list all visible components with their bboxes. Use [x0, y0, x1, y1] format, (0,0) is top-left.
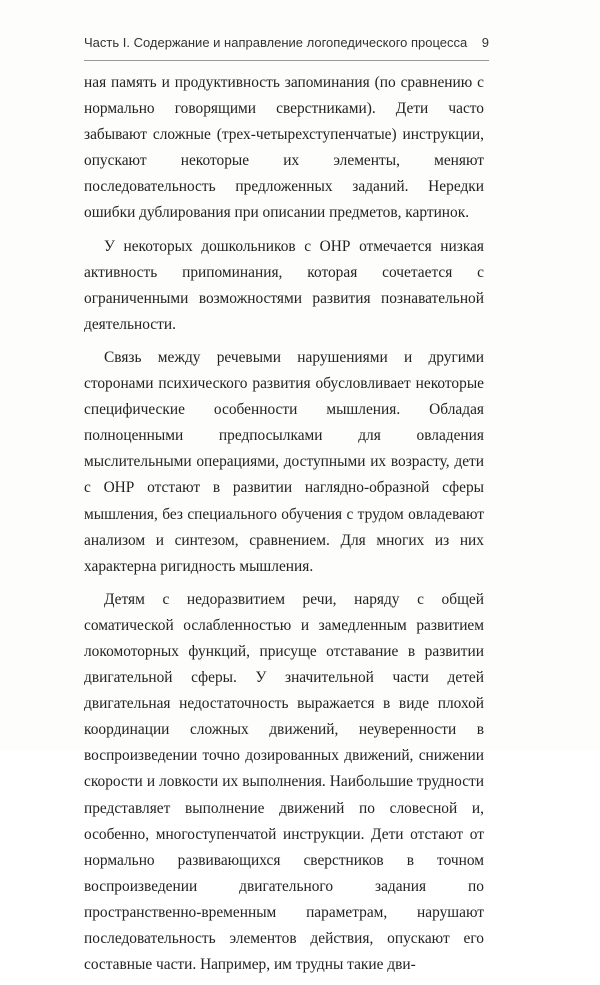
paragraph-continued: ная память и продуктивность запоминания (по сравнению с нормально говорящими сверстниками). Дети часто забывают сложные (трех-четырехступенчатые) инструкции, опускают некоторые их элементы, меняют последовательность предложенных заданий. Нередки ошибки дублирования при описании предметов, картинок. [84, 74, 484, 222]
paragraph-motor: Детям с недоразвитием речи, наряду с общей соматической ослабленностью и замедленным развитием локомоторных функций, присуще отставание в развитии двигательной сферы. У значительной части детей двигательная недостаточность выражается в виде плохой координации сложных движений, неуверенности в воспроизведении точно дозированных движений, снижении скорости и ловкости их выполнения. Наибольшие трудности представляет выполнение движений по словесной и, особенно, многоступенчатой инструкции. Дети отстают от нормально развивающихся сверстников в точном воспроизведении двигательного задания по пространственно-временным параметрам, нарушают последовательность элементов действия, опускают его составные части. Например, им трудны такие дви- [84, 590, 484, 974]
body-text [84, 70, 484, 985]
running-title: Часть I. Содержание и направление логопедического процесса [84, 35, 468, 50]
header-rule [84, 60, 489, 61]
paragraph-recall: У некоторых дошкольников с ОНР отмечается низкая активность припоминания, которая сочетается с ограниченными возможностями развития познавательной деятельности. [84, 237, 484, 333]
paragraph-thinking: Связь между речевыми нарушениями и другими сторонами психического развития обусловливает некоторые специфические особенности мышления. Обладая полноценными предпосылками для овладения мыслительными операциями, доступными их возрасту, дети с ОНР отстают в развитии наглядно-образной сферы мышления, без специального обучения с трудом овладевают анализом и синтезом, сравнением. Для многих из них характерна ригидность мышления. [84, 348, 484, 575]
page-number: 9 [481, 35, 489, 50]
running-head [84, 33, 489, 53]
